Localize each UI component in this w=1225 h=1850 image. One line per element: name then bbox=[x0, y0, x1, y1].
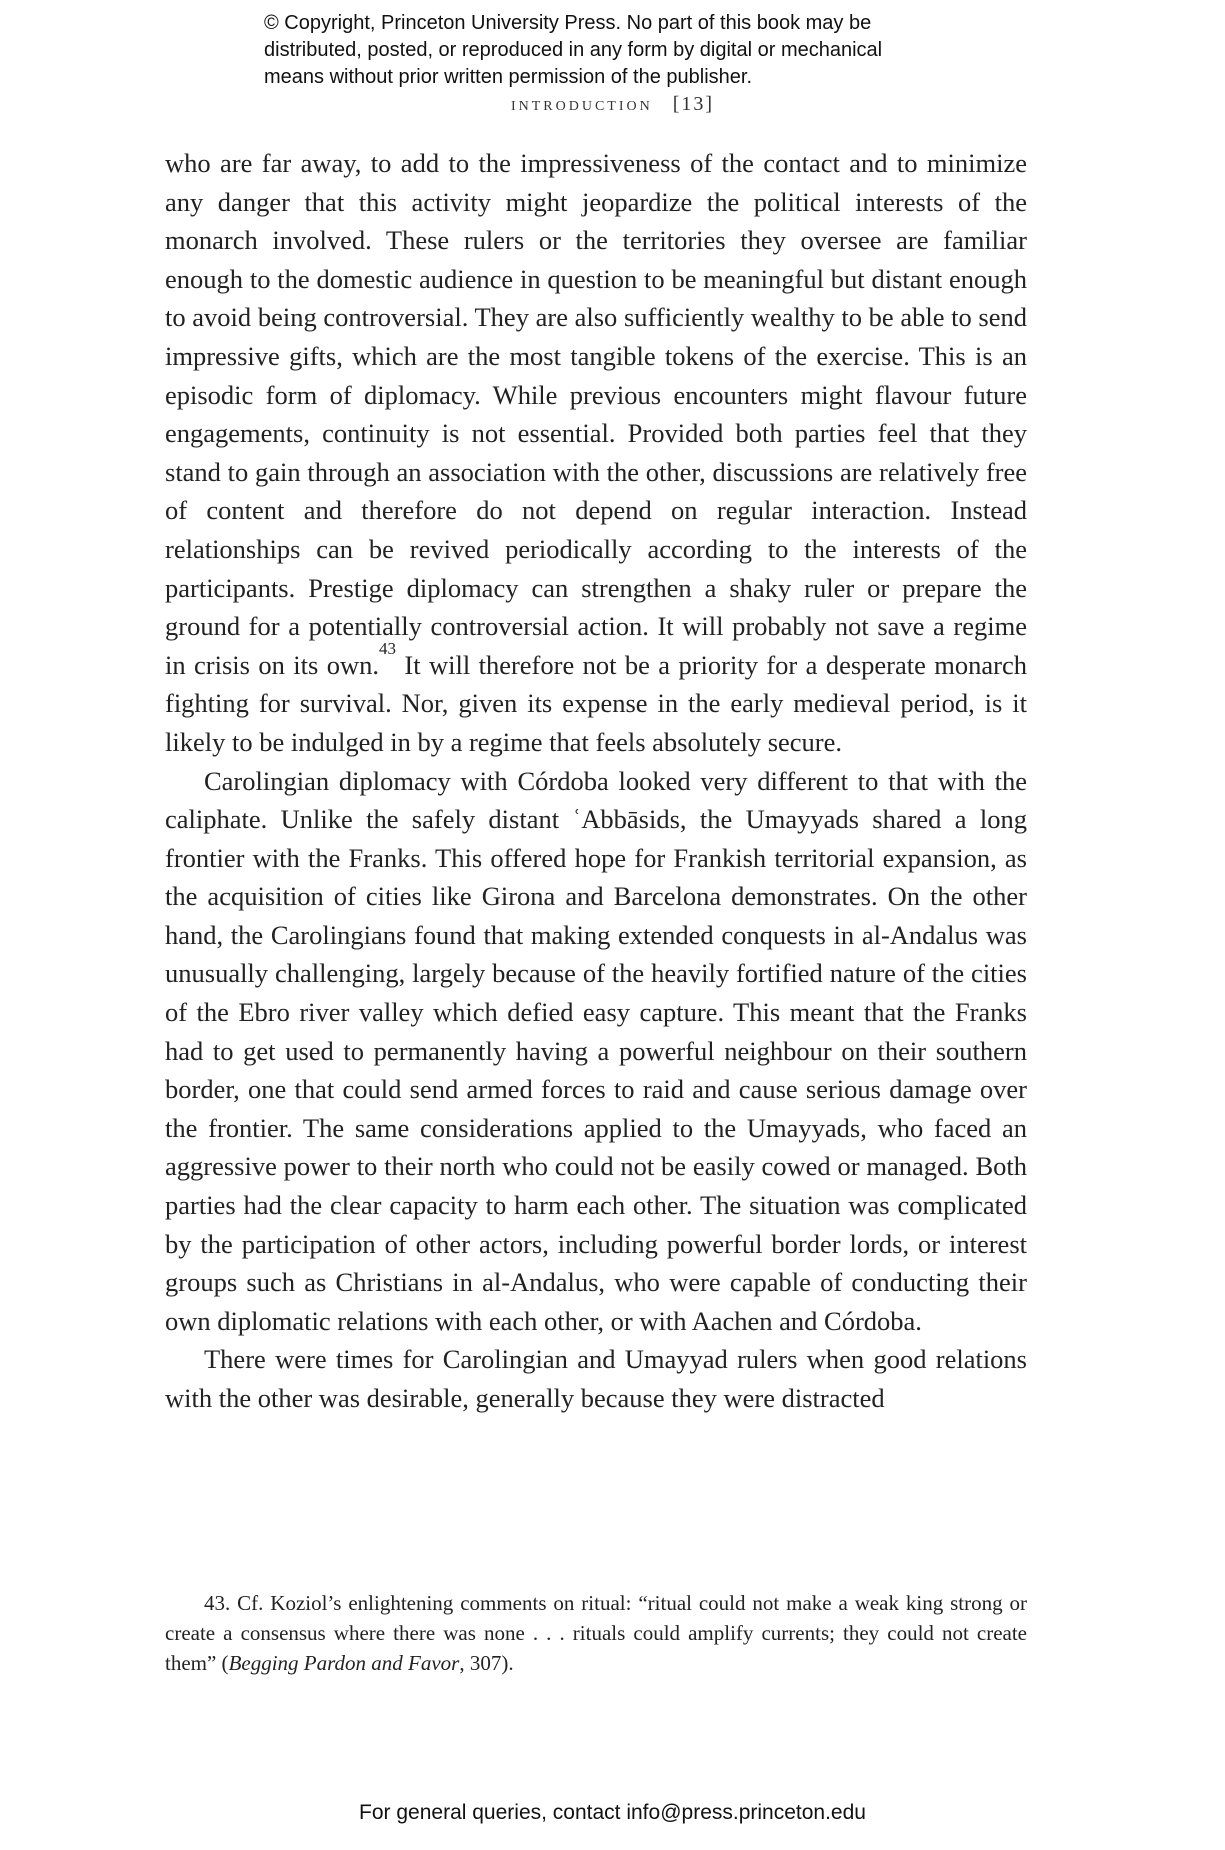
body-text bbox=[165, 144, 1027, 1418]
running-head bbox=[0, 93, 1225, 116]
paragraph: Carolingian diplomacy with Córdoba looked very different to that with the caliphate. Unlike the safely distant ʿAbbāsids, the Umayyads shared a long frontier with the Franks. This offered hope for Frankish territorial expansion, as the acquisition of cities like Girona and Barcelona demonstrates. On the other hand, the Carolingians found that making extended conquests in al-Andalus was unusually challenging, largely because of the heavily fortified nature of the cities of the Ebro river valley which defied easy capture. This meant that the Franks had to get used to permanently having a powerful neighbour on their southern border, one that could send armed forces to raid and cause serious damage over the frontier. The same considerations applied to the Umayyads, who faced an aggressive power to their north who could not be easily cowed or managed. Both parties had the clear capacity to harm each other. The situation was complicated by the participation of other actors, including powerful border lords, or interest groups such as Christians in al-Andalus, who were capable of conducting their own diplomatic relations with each other, or with Aachen and Córdoba. bbox=[165, 765, 1027, 1336]
contact-footer: For general queries, contact info@press.princeton.edu bbox=[359, 1801, 866, 1824]
footnote bbox=[165, 1588, 1027, 1678]
copyright-notice bbox=[264, 10, 984, 91]
footnote-cited-title: Begging Pardon and Favor bbox=[228, 1651, 460, 1675]
paragraph-text: who are far away, to add to the impressiveness of the contact and to minimize any danger that this activity might jeopardize the political interests of the monarch involved. These rulers or the territories they oversee are familiar enough to the domestic audience in question to be meaningful but distant enough to avoid being controversial. They are also sufficiently wealthy to be able to send impressive gifts, which are the most tangible tokens of the exercise. This is an episodic form of diplomacy. While previous encounters might flavour future engagements, continuity is not essential. Provided both parties feel that they stand to gain through an association with the other, discussions are relatively free of content and therefore do not depend on regular interaction. Instead relationships can be revived periodically according to the interests of the participants. Prestige diplomacy can strengthen a shaky ruler or prepare the ground for a potentially controversial action. It will probably not save a regime in crisis on its own. bbox=[165, 148, 1027, 680]
copyright-line: © Copyright, Princeton University Press. No part of this book may be bbox=[264, 12, 872, 34]
paragraph bbox=[165, 144, 1027, 762]
footnote-text-part: 43. Cf. Koziol’s enlightening comments on ritual: “ritual could not make a weak king strong or create a consensus where there was none . . . rituals could amplify currents; they could not create them” ( bbox=[165, 1591, 1027, 1675]
running-head-section: introduction bbox=[510, 93, 653, 115]
footnote-text-part: , 307). bbox=[459, 1651, 514, 1675]
copyright-line: distributed, posted, or reproduced in any form by digital or mechanical bbox=[264, 39, 883, 61]
footnote-text bbox=[165, 1588, 1027, 1678]
page-number: [13] bbox=[672, 93, 715, 115]
paragraph: There were times for Carolingian and Umayyad rulers when good relations with the other was desirable, generally because they were distracted bbox=[165, 1344, 1027, 1413]
copyright-line: means without prior written permission of the publisher. bbox=[264, 66, 753, 88]
paragraph-text: It will therefore not be a priority for a desperate monarch fighting for survival. Nor, given its expense in the early medieval period, is it likely to be indulged in by a regime that feels absolutely secure. bbox=[165, 649, 1027, 757]
footnote-reference[interactable]: 43 bbox=[378, 638, 396, 658]
